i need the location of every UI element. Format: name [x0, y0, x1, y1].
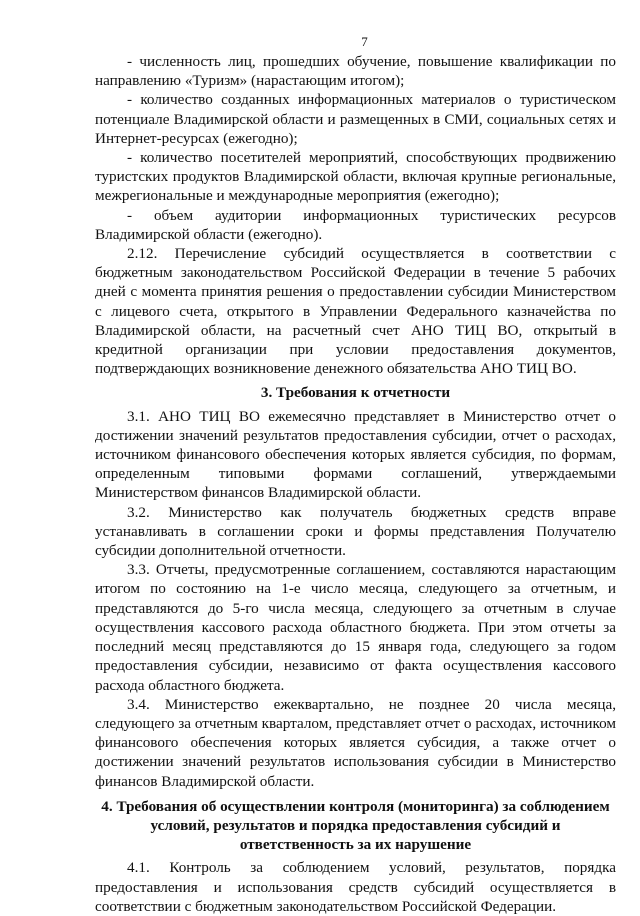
clause-3-3: 3.3. Отчеты, предусмотренные соглашением, составляются нарастающим итогом по состоянию на 1-е число месяца, следующего за отчетным, и представляются до 5-го числа месяца, следующего за отчетным в случае осуществления кассового расхода областного бюджета. При этом отчеты за последний месяц представляются до 15 января года, следующего за годом предоставления субсидии, независимо от факта осуществления кассового расхода областного бюджета.: [95, 561, 616, 694]
clause-2-12: 2.12. Перечисление субсидий осуществляется в соответствии с бюджетным законодательством Российской Федерации в течение 5 рабочих дней с момента принятия решения о предоставлении субсидии Министерством с лицевого счета, открытого в Управлении Федерального казначейства по Владимирской области, на расчетный счет АНО ТИЦ ВО, открытый в кредитной организации при условии предоставления документов, подтверждающих возникновение денежного обязательства АНО ТИЦ ВО.: [95, 245, 616, 378]
page-number: 7: [361, 34, 368, 49]
clause-4-1: 4.1. Контроль за соблюдением условий, результатов, порядка предоставления и использования средств субсидий осуществляется в соответствии с бюджетным законодательством Российской Федерации.: [95, 859, 616, 915]
clause-3-4: 3.4. Министерство ежеквартально, не позднее 20 числа месяца, следующего за отчетным кварталом, представляет отчет о расходах, источником финансового обеспечения которых является субсидия, а также отчет о достижении значений результатов использования субсидии в Министерство финансов Владимирской области.: [95, 695, 616, 790]
bullet-item-trained-persons: - численность лиц, прошедших обучение, повышение квалификации по направлению «Туризм» (нарастающим итогом);: [95, 53, 616, 90]
bullet-item-info-materials: - количество созданных информационных материалов о туристическом потенциале Владимирской области и размещенных в СМИ, социальных сетях и Интернет-ресурсах (ежегодно);: [95, 91, 616, 147]
bullet-item-event-visitors: - количество посетителей мероприятий, способствующих продвижению туристских продуктов Владимирской области, включая крупные региональные, межрегиональные и международные мероприятия (ежегодно);: [95, 149, 616, 205]
clause-3-1: 3.1. АНО ТИЦ ВО ежемесячно представляет в Министерство отчет о достижении значений результатов предоставления субсидии, отчет о расходах, источником финансового обеспечения которых является субсидия, по формам, определенным типовыми формами соглашений, утверждаемыми Министерством финансов Владимирской области.: [95, 407, 616, 502]
results-bullet-list: [95, 52, 616, 244]
clause-3-2: 3.2. Министерство как получатель бюджетных средств вправе устанавливать в соглашении сроки и формы представления Получателю субсидии дополнительной отчетности.: [95, 503, 616, 560]
section-4-heading: 4. Требования об осуществлении контроля (мониторинга) за соблюдением условий, результатов и порядка предоставления субсидий и ответственность за их нарушение: [101, 797, 610, 854]
bullet-item-audience-volume: - объем аудитории информационных туристических ресурсов Владимирской области (ежегодно).: [95, 206, 616, 243]
section-3-heading: 3. Требования к отчетности: [260, 384, 451, 402]
